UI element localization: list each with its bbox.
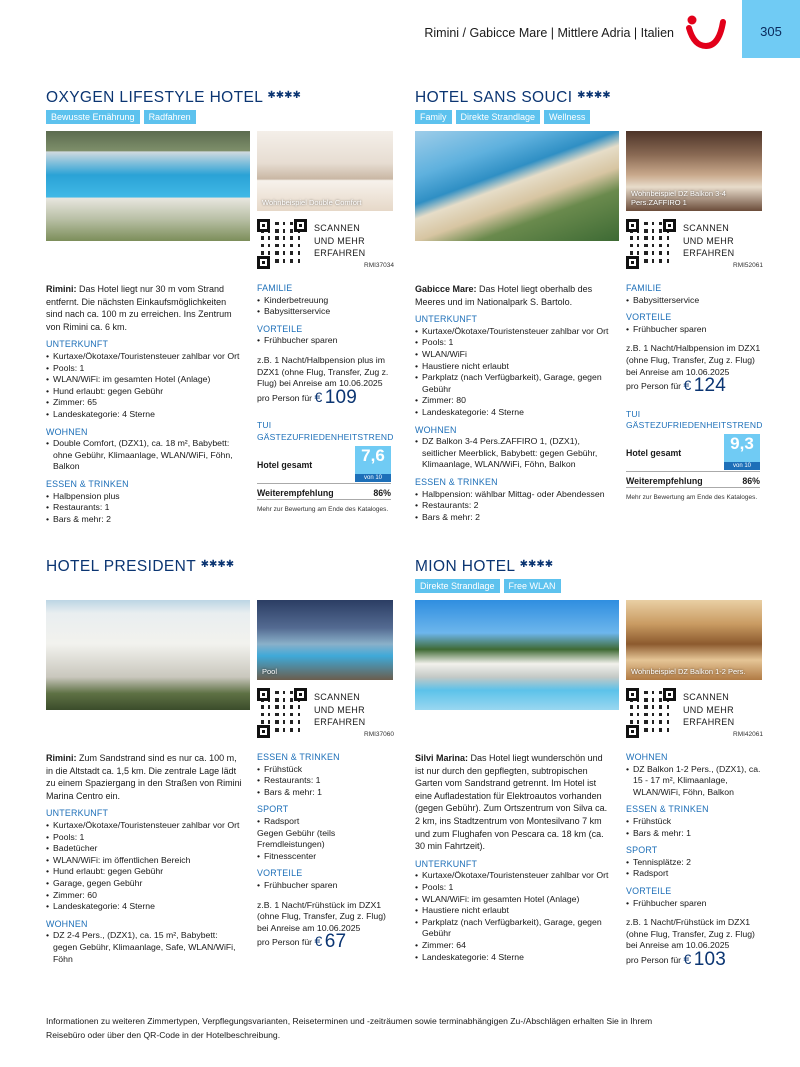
room-photo [257,131,393,211]
list-item: • Kinderbetreuung [257,295,395,307]
intro-text: Das Hotel liegt oberhalb des Meeres und im Nationalpark S. Bartolo. [415,284,593,307]
price-value: 124 [693,375,727,397]
hotel-name-text: MION HOTEL [415,558,515,575]
tag-list [46,110,396,126]
room-photo [626,600,762,680]
list-item: • Frühstück [257,764,395,776]
trend-recommend-row [257,484,391,500]
star-rating-icon: ✱✱✱✱ [577,90,611,101]
feature-tag: Bewusste Ernährung [46,110,140,124]
list-item: • WLAN/WiFi [415,349,613,361]
tui-smile-logo-icon [686,14,726,50]
price-note: z.B. 1 Nacht/Halbpension im DZX1 (ohne Flug, Transfer, Zug z. Flug) bei Anreise am 10.06.2025 [626,343,761,377]
list-item: • Frühbucher sparen [626,898,764,910]
price-block [257,386,395,408]
hotel-name [415,558,765,578]
score-badge [724,434,760,470]
list-item: • Landeskategorie: 4 Sterne [415,407,613,419]
list-item: • DZ Balkon 1-2 Pers., (DZX1), ca. 15 - 17 m², Klimaanlage, WLAN/WiFi, Föhn, Balkon [626,764,764,799]
list-item: Gegen Gebühr (teils Fremdleistungen) [257,827,336,850]
section-heading: SPORT [626,845,658,856]
hotel-card-sans-souci [415,89,765,522]
hotel-main-photo [46,131,250,241]
list-item: • Pools: 1 [415,882,611,894]
photo-caption: Wohnbeispiel DZ Balkon 3-4 Pers.ZAFFIRO 1 [631,189,726,207]
score-value: 7,6 [361,445,385,465]
section-heading: WOHNEN [46,918,88,929]
tag-list [415,579,765,595]
score-scale: von 10 [724,462,760,470]
section-heading: ESSEN & TRINKEN [46,478,129,489]
tag-list [415,110,765,126]
hotel-card-mion [415,558,765,970]
hotel-name-text: HOTEL PRESIDENT [46,558,196,575]
list-item: • Babysitterservice [626,295,764,307]
location-name: Rimini: [46,284,77,294]
hotel-name [415,89,765,109]
photo-caption: Pool [262,667,278,676]
hotel-card-president [46,558,396,964]
description-column [415,752,611,963]
section-heading: WOHNEN [46,426,88,437]
feature-list [626,857,764,880]
price-prefix: pro Person für [626,954,682,965]
section-heading: ESSEN & TRINKEN [257,752,340,762]
scan-line: SCANNEN [683,223,730,233]
list-item: • Restaurants: 1 [257,775,395,787]
list-item: • Bars & mehr: 2 [415,512,613,524]
hotel-main-photo [46,600,250,710]
list-item: • Landeskategorie: 4 Sterne [415,952,611,964]
section-heading: UNTERKUNFT [415,858,478,869]
feature-list [46,491,244,526]
trend-note: Mehr zur Bewertung am Ende des Kataloges. [257,505,389,513]
room-photo [257,600,393,680]
feature-list [46,820,244,913]
price-note: z.B. 1 Nacht/Halbpension plus im DZX1 (ohne Flug, Transfer, Zug z. Flug) bei Anreise am 10.06.2025 [257,354,389,389]
feature-list [415,326,613,419]
feature-list [626,898,764,910]
page-number-box [742,0,800,58]
trend-recommend-row [626,472,760,488]
scan-line: UND MEHR [683,235,734,246]
intro-text: Das Hotel liegt wunderschön und ist nur durch den gepflegten, subtropischen Garten vom Sandstrand getrennt. Im Hotel ist eine Aufladestation für Elektroautos vorhanden (gegen Gebühr). Zum Ortszentrum von Silva ca. 2 km, ins Stadtzentrum von Montesilvano 7 km und zum Flughafen von Pescara ca. 18 km (ca. 30 min Fahrtzeit). [415,753,608,852]
recommend-percent: 86% [742,475,760,486]
list-item: • Bars & mehr: 1 [257,787,395,799]
star-rating-icon: ✱✱✱✱ [200,559,235,570]
hotel-intro [46,283,244,333]
scan-line: UND MEHR [683,704,734,715]
recommend-percent: 86% [373,487,391,498]
feature-list [626,764,764,799]
hotel-code: RMI37034 [364,262,394,269]
scan-line: SCANNEN [683,692,730,702]
scan-line: ERFAHREN [683,248,735,258]
list-item: • Bars & mehr: 2 [46,514,244,526]
details-column [626,752,764,970]
list-item: • Kurtaxe/Ökotaxe/Touristensteuer zahlbar vor Ort [46,351,244,363]
feature-tag: Direkte Strandlage [415,579,500,593]
list-item: • Kurtaxe/Ökotaxe/Touristensteuer zahlbar vor Ort [46,820,244,832]
qr-code-icon[interactable] [257,688,307,738]
score-value: 9,3 [730,433,754,453]
star-rating-icon: ✱✱✱✱ [267,90,301,101]
list-item: • WLAN/WiFi: im öffentlichen Bereich [46,855,244,867]
trend-overall-label: Hotel gesamt [626,447,682,458]
hotel-name [46,558,396,578]
price-prefix: pro Person für [257,392,313,403]
list-item: • Frühbucher sparen [257,880,395,892]
list-item: • Tennisplätze: 2 [626,857,764,869]
list-item: • Badetücher [46,843,244,855]
section-heading: SPORT [257,804,289,815]
qr-code-icon[interactable] [626,688,676,738]
section-heading: UNTERKUNFT [46,339,109,350]
section-heading: VORTEILE [257,323,303,334]
list-item: • DZ Balkon 3-4 Pers.ZAFFIRO 1, (DZX1), seitlicher Meerblick, Babybett: gegen Gebühr, Klimaanlage, WLAN/WiFi, Föhn, Balkon [415,436,613,471]
hotel-code: RMI52061 [733,262,763,269]
list-item: • Parkplatz (nach Verfügbarkeit), Garage, gegen Gebühr [415,372,613,395]
list-item: • Parkplatz (nach Verfügbarkeit), Garage, gegen Gebühr [415,917,611,940]
feature-list [257,295,395,318]
scan-line: UND MEHR [314,235,365,246]
list-item: • Landeskategorie: 4 Sterne [46,901,244,913]
description-column [415,283,613,523]
scan-line: SCANNEN [314,692,361,702]
breadcrumb: Rimini / Gabicce Mare | Mittlere Adria | Italien [424,26,674,40]
section-heading: FAMILIE [626,283,662,293]
section-heading: WOHNEN [415,424,457,435]
list-item: • Fitnesscenter [257,851,395,863]
list-item: • Haustiere nicht erlaubt [415,361,613,373]
scan-cta [683,691,734,729]
scan-cta [683,222,734,260]
page-number: 305 [760,24,782,39]
list-item: • Babysitterservice [257,306,395,318]
euro-sign: € [314,388,323,405]
feature-list [257,764,395,799]
hotel-intro [415,752,611,853]
list-item: • Restaurants: 2 [415,500,613,512]
photo-caption: Wohnbeispiel Double Comfort [262,198,362,207]
recommend-label: Weiterempfehlung [257,487,334,498]
list-item: • Bars & mehr: 1 [626,828,764,840]
list-item: • Zimmer: 65 [46,397,244,409]
location-name: Gabicce Mare: [415,284,477,294]
list-item: • Halbpension plus [46,491,244,503]
price-value: 67 [324,931,347,953]
feature-list [415,489,613,524]
list-item: • WLAN/WiFi: im gesamten Hotel (Anlage) [415,894,611,906]
list-item: • Pools: 1 [415,337,613,349]
hotel-intro [46,752,244,802]
hotel-code: RMI37060 [364,731,394,738]
qr-code-icon[interactable] [626,219,676,269]
feature-list [46,930,244,965]
list-item: • Radsport [257,816,395,828]
description-column [46,283,244,525]
feature-tag: Direkte Strandlage [456,110,541,124]
feature-list [626,816,764,839]
intro-text: Zum Sandstrand sind es nur ca. 100 m, in die Altstadt ca. 1,5 km. Die zentrale Lage lädt zu einem Spaziergang in den Straßen von Rimini Marina Centro ein. [46,753,242,801]
list-item: • Zimmer: 60 [46,890,244,902]
hotel-code: RMI42061 [733,731,763,738]
list-item: • Pools: 1 [46,832,244,844]
location-name: Rimini: [46,753,77,763]
list-item: • Landeskategorie: 4 Sterne [46,409,244,421]
details-column [626,283,764,504]
list-item: • Haustiere nicht erlaubt [415,905,611,917]
room-photo [626,131,762,211]
feature-tag: Radfahren [144,110,196,124]
trend-overall-row [257,446,391,484]
list-item: • Pools: 1 [46,363,244,375]
details-column [257,283,395,515]
trend-overall-label: Hotel gesamt [257,459,313,470]
qr-code-icon[interactable] [257,219,307,269]
hotel-name-text: HOTEL SANS SOUCI [415,89,573,106]
feature-tag: Free WLAN [504,579,561,593]
price-note: z.B. 1 Nacht/Frühstück im DZX1 (ohne Flug, Transfer, Zug z. Flug) bei Anreise am 10.06.2025 [257,899,386,933]
list-item: • Zimmer: 64 [415,940,611,952]
list-item: • Frühbucher sparen [626,324,764,336]
location-name: Silvi Marina: [415,753,469,763]
score-scale: von 10 [355,474,391,482]
trend-title: TUI GÄSTEZUFRIEDENHEITSTREND [257,420,394,442]
price-block [626,948,764,970]
hotel-main-photo [415,600,619,710]
list-item: • Garage, gegen Gebühr [46,878,244,890]
section-heading: FAMILIE [257,283,293,293]
feature-list [626,324,764,336]
section-heading: VORTEILE [626,312,672,323]
feature-list [257,880,395,892]
scan-line: SCANNEN [314,223,361,233]
feature-list [46,438,244,473]
intro-text: Das Hotel liegt nur 30 m vom Strand entfernt. Die nächsten Einkaufsmöglichkeiten sind nach ca. 100 m zu erreichen. Ins Zentrum von Rimini ca. 6 km. [46,284,232,332]
list-item: • WLAN/WiFi: im gesamten Hotel (Anlage) [46,374,244,386]
list-item: • Kurtaxe/Ökotaxe/Touristensteuer zahlbar vor Ort [415,326,613,338]
recommend-label: Weiterempfehlung [626,475,703,486]
page-header [0,0,800,60]
tag-list [46,579,396,595]
feature-list [626,295,764,307]
list-item: • Zimmer: 80 [415,395,613,407]
feature-list [257,335,395,347]
price-block [257,931,395,953]
hotel-name [46,89,396,109]
scan-cta [314,691,365,729]
euro-sign: € [314,933,323,950]
section-heading: ESSEN & TRINKEN [415,476,498,487]
list-item: • DZ 2-4 Pers., (DZX1), ca. 15 m², Babybett: gegen Gebühr, Klimaanlage, Safe, WLAN/WiFi, Föhn [46,930,244,965]
list-item: • Kurtaxe/Ökotaxe/Touristensteuer zahlbar vor Ort [415,870,611,882]
trend-note: Mehr zur Bewertung am Ende des Kataloges. [626,493,758,501]
list-item: • Hund erlaubt: gegen Gebühr [46,386,244,398]
scan-line: ERFAHREN [683,717,735,727]
trend-overall-row [626,434,760,472]
feature-list [257,816,395,862]
list-item: • Halbpension: wählbar Mittag- oder Abendessen [415,489,613,501]
trend-title: TUI GÄSTEZUFRIEDENHEITSTREND [626,408,763,431]
price-value: 109 [324,386,358,408]
details-column [257,752,395,953]
photo-caption: Wohnbeispiel DZ Balkon 1-2 Pers. [631,667,746,676]
scan-line: UND MEHR [314,704,365,715]
section-heading: VORTEILE [257,868,303,879]
scan-line: ERFAHREN [314,248,366,258]
price-value: 103 [693,948,727,970]
price-prefix: pro Person für [257,937,313,948]
euro-sign: € [683,950,692,967]
footer-note: Informationen zu weiteren Zimmertypen, Verpflegungsvarianten, Reiseterminen und -zeiträumen sowie terminabhängigen Zu-/Abschlägen erhalten Sie in Ihrem Reisebüro oder über den QR-Code in der Hotelbeschreibung. [46,1016,653,1040]
description-column [46,752,244,965]
price-prefix: pro Person für [626,381,682,392]
scan-cta [314,222,365,260]
feature-tag: Wellness [544,110,590,124]
satisfaction-trend [257,420,394,515]
star-rating-icon: ✱✱✱✱ [519,559,554,570]
hotel-main-photo [415,131,619,241]
hotel-card-oxygen [46,89,396,524]
hotel-name-text: OXYGEN LIFESTYLE HOTEL [46,89,263,106]
list-item: • Hund erlaubt: gegen Gebühr [46,866,244,878]
list-item: • Frühstück [626,816,764,828]
satisfaction-trend [626,408,763,504]
feature-list [415,870,611,963]
list-item: • Double Comfort, (DZX1), ca. 18 m², Babybett: ohne Gebühr, Klimaanlage, WLAN/WiFi, Föhn, Balkon [46,438,244,473]
euro-sign: € [683,377,692,394]
feature-list [415,436,613,471]
section-heading: WOHNEN [626,752,668,762]
list-item: • Restaurants: 1 [46,502,244,514]
section-heading: UNTERKUNFT [46,808,109,819]
section-heading: ESSEN & TRINKEN [626,804,709,815]
section-heading: VORTEILE [626,885,672,896]
list-item: • Radsport [626,868,764,880]
score-badge [355,446,391,482]
feature-list [46,351,244,421]
price-note: z.B. 1 Nacht/Frühstück im DZX1 (ohne Flug, Transfer, Zug z. Flug) bei Anreise am 10.06.2025 [626,917,755,951]
feature-tag: Family [415,110,452,124]
price-block [626,375,764,397]
section-heading: UNTERKUNFT [415,314,478,325]
scan-line: ERFAHREN [314,717,366,727]
hotel-intro [415,283,613,308]
list-item: • Frühbucher sparen [257,335,395,347]
